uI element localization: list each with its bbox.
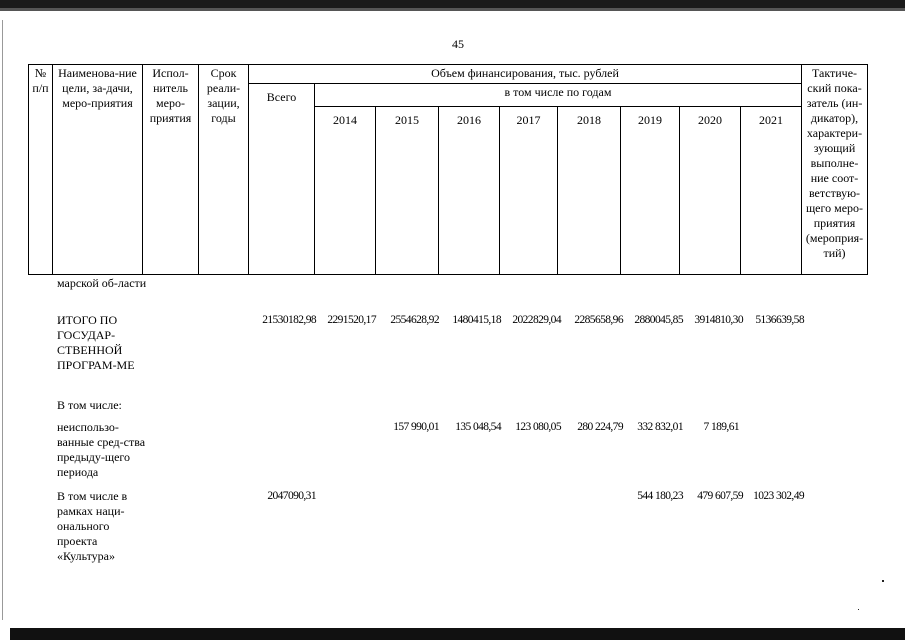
total-row-2014: 2291520,17 bbox=[327, 314, 376, 326]
total-row-2018: 2285658,96 bbox=[574, 314, 623, 326]
year-header-2016: 2016 bbox=[439, 107, 500, 275]
year-header-2019: 2019 bbox=[621, 107, 680, 275]
year-header-2017: 2017 bbox=[500, 107, 558, 275]
total-row-2016: 1480415,18 bbox=[452, 314, 501, 326]
unused-row-2020: 7 189,61 bbox=[703, 421, 739, 433]
scan-speck bbox=[882, 580, 884, 582]
unused-row-2019: 332 832,01 bbox=[637, 421, 683, 433]
top-scan-border bbox=[0, 0, 905, 8]
col-header-indicator: Тактиче-ский пока-затель (ин-дикатор), характери-зующий выполне-ние соот-ветствую-щего меро-приятия (мероприя-тий) bbox=[802, 65, 868, 275]
year-header-2018: 2018 bbox=[558, 107, 621, 275]
col-header-executor: Испол-нитель меро-приятия bbox=[143, 65, 199, 275]
year-header-2014: 2014 bbox=[315, 107, 376, 275]
col-header-total: Всего bbox=[249, 84, 315, 275]
national-project-label: В том числе в рамках наци-онального проекта «Культура» bbox=[57, 489, 128, 563]
col-header-name: Наименова-ние цели, за-дачи, меро-приятия bbox=[53, 65, 143, 275]
unused-row-2015: 157 990,01 bbox=[393, 421, 439, 433]
total-row-label: ИТОГО ПО ГОСУДАР-СТВЕННОЙ ПРОГРАМ-МЕ bbox=[57, 313, 135, 372]
national-row-2019: 544 180,23 bbox=[637, 490, 683, 502]
scan-speck bbox=[858, 609, 859, 610]
continuation-text: марской об-ласти bbox=[57, 276, 147, 290]
total-row-total: 21530182,98 bbox=[262, 314, 316, 326]
col-header-by-years: в том числе по годам bbox=[315, 84, 802, 107]
national-row-2020: 479 607,59 bbox=[697, 490, 743, 502]
top-scan-border-inner bbox=[0, 8, 905, 11]
national-row-2021: 1023 302,49 bbox=[753, 490, 804, 502]
col-header-number: № п/п bbox=[29, 65, 53, 275]
national-row-total: 2047090,31 bbox=[267, 490, 316, 502]
page-number: 45 bbox=[452, 37, 464, 51]
unused-row-2017: 123 080,05 bbox=[515, 421, 561, 433]
year-header-2020: 2020 bbox=[680, 107, 741, 275]
left-scan-edge bbox=[2, 20, 3, 620]
col-header-funding: Объем финансирования, тыс. рублей bbox=[249, 65, 802, 84]
bottom-scan-border bbox=[10, 628, 905, 640]
unused-row-label: неиспользо-ванные сред-ства предыду-щего периода bbox=[57, 420, 146, 479]
funding-table-header bbox=[28, 64, 868, 275]
total-row-2015: 2554628,92 bbox=[390, 314, 439, 326]
total-row-2019: 2880045,85 bbox=[634, 314, 683, 326]
unused-row-2016: 135 048,54 bbox=[455, 421, 501, 433]
total-row-2021: 5136639,58 bbox=[755, 314, 804, 326]
year-header-2015: 2015 bbox=[376, 107, 439, 275]
year-header-2021: 2021 bbox=[741, 107, 802, 275]
unused-row-2018: 280 224,79 bbox=[577, 421, 623, 433]
total-row-2017: 2022829,04 bbox=[512, 314, 561, 326]
including-label: В том числе: bbox=[57, 398, 122, 412]
total-row-2020: 3914810,30 bbox=[694, 314, 743, 326]
col-header-term: Срок реали-зации, годы bbox=[199, 65, 249, 275]
